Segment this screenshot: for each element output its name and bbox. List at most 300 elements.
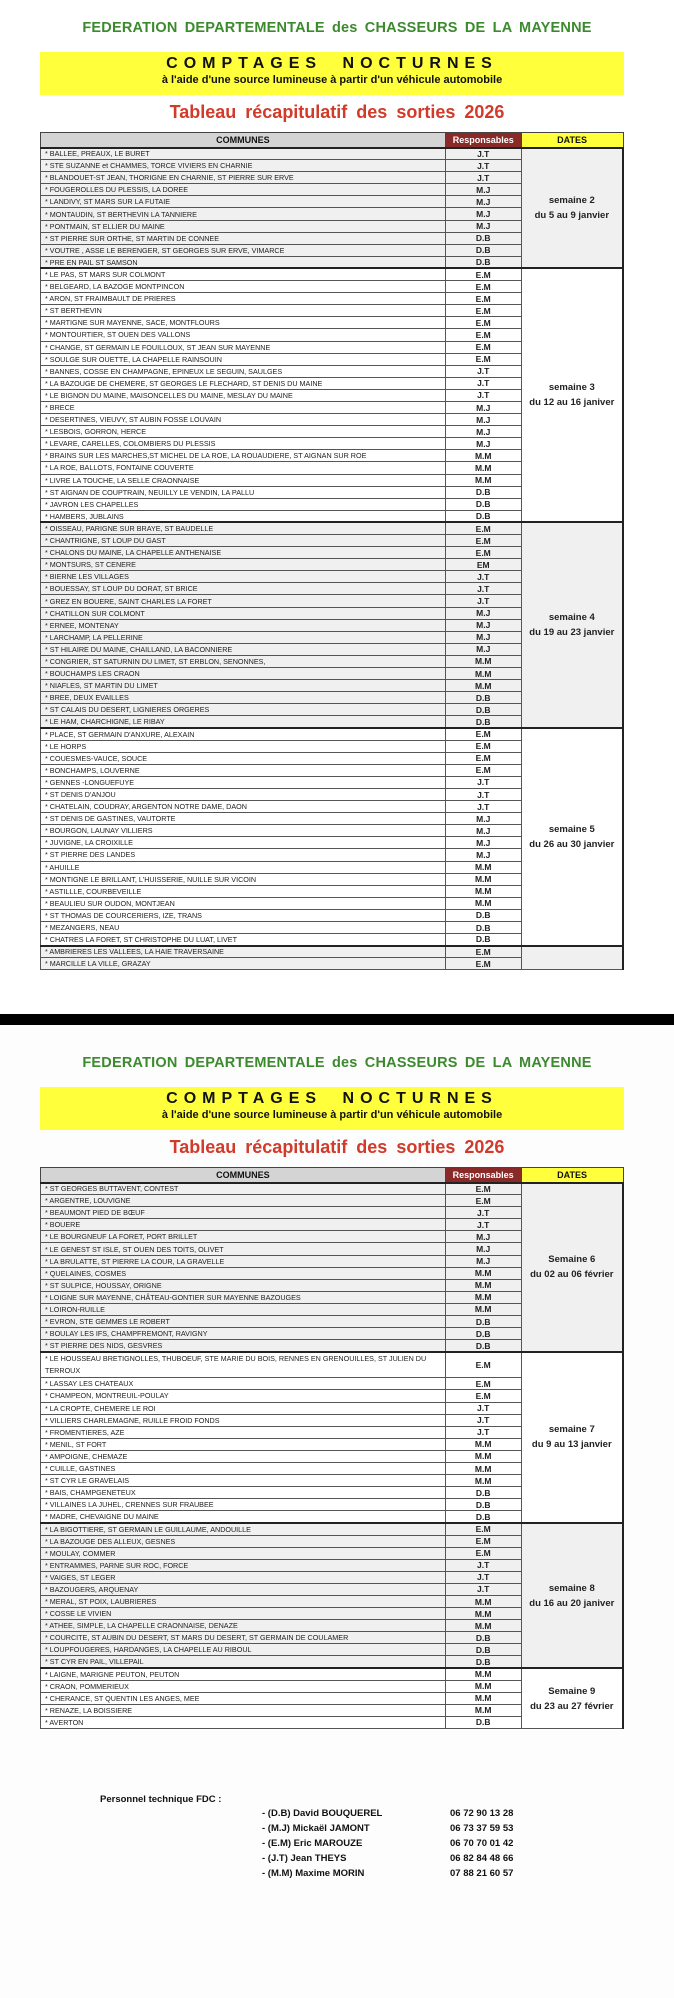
responsable-cell: D.B bbox=[445, 704, 521, 716]
commune-cell: * ENTRAMMES, PARNE SUR ROC, FORCE bbox=[41, 1559, 446, 1571]
responsable-cell: D.B bbox=[445, 1632, 521, 1644]
table-row bbox=[41, 946, 624, 958]
responsable-cell: M.M bbox=[445, 1438, 521, 1450]
federation-title: FEDERATION DEPARTEMENTALE des CHASSEURS DE LA MAYENNE bbox=[82, 20, 592, 36]
commune-cell: * ST AIGNAN DE COUPTRAIN, NEUILLY LE VENDIN, LA PALLU bbox=[41, 486, 446, 498]
commune-cell: * GENNES -LONGUEFUYE bbox=[41, 776, 446, 788]
table-row bbox=[41, 522, 624, 534]
recap-title: Tableau récapitulatif des sorties 2026 bbox=[169, 1137, 505, 1157]
dates-cell bbox=[521, 946, 623, 970]
responsable-cell: D.B bbox=[445, 1487, 521, 1499]
responsable-cell: D.B bbox=[445, 692, 521, 704]
responsable-cell: M.J bbox=[445, 184, 521, 196]
week-label: Semaine 6 bbox=[548, 1254, 596, 1266]
staff-phone: 06 73 37 59 53 bbox=[450, 1823, 514, 1834]
responsable-cell: M.J bbox=[445, 1231, 521, 1243]
commune-cell: * CHATRES LA FORET, ST CHRISTOPHE DU LUAT, LIVET bbox=[41, 934, 446, 946]
date-range: du 19 au 23 janvier bbox=[529, 627, 615, 639]
commune-cell: * ST GEORGES BUTTAVENT, CONTEST bbox=[41, 1183, 446, 1195]
responsable-cell: M.M bbox=[445, 873, 521, 885]
responsable-cell: M.M bbox=[445, 861, 521, 873]
responsable-cell: M.M bbox=[445, 1462, 521, 1474]
responsable-cell: D.B bbox=[445, 1316, 521, 1328]
commune-cell: * SOULGE SUR OUETTE, LA CHAPELLE RAINSOUIN bbox=[41, 353, 446, 365]
responsable-cell: M.M bbox=[445, 680, 521, 692]
responsable-cell: J.T bbox=[445, 389, 521, 401]
responsable-cell: E.M bbox=[445, 353, 521, 365]
responsable-cell: M.M bbox=[445, 1692, 521, 1704]
responsable-cell: D.B bbox=[445, 256, 521, 268]
responsable-cell: J.T bbox=[445, 583, 521, 595]
recap-title: Tableau récapitulatif des sorties 2026 bbox=[169, 102, 505, 122]
commune-cell: * COSSE LE VIVIEN bbox=[41, 1608, 446, 1620]
staff-phone: 06 70 70 01 42 bbox=[450, 1838, 514, 1849]
responsable-cell: M.M bbox=[445, 1620, 521, 1632]
responsable-cell: J.T bbox=[445, 172, 521, 184]
title-banner bbox=[40, 1087, 624, 1130]
commune-cell: * BAZOUGERS, ARQUENAY bbox=[41, 1583, 446, 1595]
responsable-cell: E.M bbox=[445, 305, 521, 317]
commune-cell: * OISSEAU, PARIGNE SUR BRAYE, ST BAUDELLE bbox=[41, 522, 446, 534]
responsable-cell: J.T bbox=[445, 776, 521, 788]
commune-cell: * LOIRON-RUILLE bbox=[41, 1303, 446, 1315]
commune-cell: * ERNEE, MONTENAY bbox=[41, 619, 446, 631]
responsable-cell: E.M bbox=[445, 1523, 521, 1535]
table-row bbox=[41, 1668, 624, 1680]
responsable-cell: E.M bbox=[445, 293, 521, 305]
responsable-cell: M.M bbox=[445, 1303, 521, 1315]
dates-cell bbox=[521, 268, 623, 522]
responsable-cell: D.B bbox=[445, 909, 521, 921]
table-row bbox=[41, 148, 624, 160]
responsable-cell: D.B bbox=[445, 232, 521, 244]
subtitle: à l'aide d'une source lumineuse à partir d'un véhicule automobile bbox=[161, 1109, 503, 1121]
main-title: COMPTAGES NOCTURNES bbox=[166, 1090, 498, 1107]
commune-cell: * ST PIERRE DES LANDES bbox=[41, 849, 446, 861]
commune-cell: * CHATELAIN, COUDRAY, ARGENTON NOTRE DAME, DAON bbox=[41, 801, 446, 813]
commune-cell: * BANNES, COSSE EN CHAMPAGNE, EPINEUX LE SEGUIN, SAULGES bbox=[41, 365, 446, 377]
staff-name: - (J.T) Jean THEYS bbox=[262, 1853, 347, 1864]
commune-cell: * LE GENEST ST ISLE, ST OUEN DES TOITS, OLIVET bbox=[41, 1243, 446, 1255]
responsable-cell: M.J bbox=[445, 438, 521, 450]
responsable-cell: E.M bbox=[445, 341, 521, 353]
staff-list bbox=[262, 1808, 513, 1883]
responsable-cell: J.T bbox=[445, 377, 521, 389]
responsable-cell: D.B bbox=[445, 716, 521, 728]
commune-cell: * MARCILLE LA VILLE, GRAZAY bbox=[41, 958, 446, 970]
commune-cell: * ST HILAIRE DU MAINE, CHAILLAND, LA BACONNIERE bbox=[41, 643, 446, 655]
responsable-cell: E.M bbox=[445, 1378, 521, 1390]
table-row bbox=[41, 1183, 624, 1195]
header-communes: COMMUNES bbox=[41, 1168, 446, 1183]
responsable-cell: E.M bbox=[445, 329, 521, 341]
commune-cell: * CHAMPEON, MONTREUIL-POULAY bbox=[41, 1390, 446, 1402]
commune-cell: * ST DENIS DE GASTINES, VAUTORTE bbox=[41, 813, 446, 825]
responsable-cell: E.M bbox=[445, 317, 521, 329]
staff-phone: 06 72 90 13 28 bbox=[450, 1808, 514, 1819]
responsable-cell: D.B bbox=[445, 244, 521, 256]
responsable-cell: M.J bbox=[445, 825, 521, 837]
week-label: Semaine 9 bbox=[548, 1685, 596, 1697]
commune-cell: * LOUPFOUGERES, HARDANGES, LA CHAPELLE AU RIBOUL bbox=[41, 1644, 446, 1656]
week-group bbox=[41, 148, 624, 269]
week-group bbox=[41, 728, 624, 946]
responsable-cell: M.M bbox=[445, 1450, 521, 1462]
responsable-cell: J.T bbox=[445, 1559, 521, 1571]
commune-cell: * HAMBERS, JUBLAINS bbox=[41, 510, 446, 522]
commune-cell: * LE BIGNON DU MAINE, MAISONCELLES DU MAINE, MESLAY DU MAINE bbox=[41, 389, 446, 401]
responsable-cell: M.J bbox=[445, 414, 521, 426]
responsable-cell: J.T bbox=[445, 595, 521, 607]
week-group bbox=[41, 946, 624, 970]
commune-cell: * BOUESSAY, ST LOUP DU DORAT, ST BRICE bbox=[41, 583, 446, 595]
commune-cell: * LA BIGOTTIERE, ST GERMAIN LE GUILLAUME, ANDOUILLE bbox=[41, 1523, 446, 1535]
commune-cell: * CHANTRIGNE, ST LOUP DU GAST bbox=[41, 535, 446, 547]
responsable-cell: D.B bbox=[445, 510, 521, 522]
responsable-cell: J.T bbox=[445, 571, 521, 583]
commune-cell: * BRAINS SUR LES MARCHES,ST MICHEL DE LA ROE, LA ROUAUDIERE, ST AIGNAN SUR ROE bbox=[41, 450, 446, 462]
week-group bbox=[41, 1523, 624, 1668]
week-label: semaine 5 bbox=[548, 823, 595, 835]
week-label: semaine 7 bbox=[548, 1424, 595, 1436]
commune-cell: * PONTMAIN, ST ELLIER DU MAINE bbox=[41, 220, 446, 232]
staff-name: - (D.B) David BOUQUEREL bbox=[262, 1808, 383, 1819]
staff-label: Personnel technique FDC : bbox=[100, 1794, 222, 1805]
commune-cell: * AMBRIERES LES VALLEES, LA HAIE TRAVERSAINE bbox=[41, 946, 446, 958]
commune-cell: * LASSAY LES CHATEAUX bbox=[41, 1378, 446, 1390]
responsable-cell: E.M bbox=[445, 268, 521, 280]
table-row bbox=[41, 1523, 624, 1535]
date-range: du 12 au 16 janiver bbox=[529, 397, 615, 409]
commune-cell: * CHERANCE, ST QUENTIN LES ANGES, MEE bbox=[41, 1692, 446, 1704]
week-group bbox=[41, 1668, 624, 1728]
commune-cell: * BELGEARD, LA BAZOGE MONTPINCON bbox=[41, 281, 446, 293]
dates-cell bbox=[521, 522, 623, 728]
commune-cell: * LE BOURGNEUF LA FORET, PORT BRILLET bbox=[41, 1231, 446, 1243]
commune-cell: * LA BAZOUGE DES ALLEUX, GESNES bbox=[41, 1535, 446, 1547]
responsable-cell: M.M bbox=[445, 1596, 521, 1608]
week-group bbox=[41, 522, 624, 728]
responsable-cell: M.J bbox=[445, 426, 521, 438]
responsable-cell: E.M bbox=[445, 547, 521, 559]
responsable-cell: M.M bbox=[445, 1668, 521, 1680]
responsable-cell: M.M bbox=[445, 1267, 521, 1279]
commune-cell: * LA BAZOUGE DE CHEMERE, ST GEORGES LE FLECHARD, ST DENIS DU MAINE bbox=[41, 377, 446, 389]
responsable-cell: M.J bbox=[445, 607, 521, 619]
responsable-cell: M.M bbox=[445, 885, 521, 897]
responsable-cell: M.J bbox=[445, 619, 521, 631]
responsable-cell: M.J bbox=[445, 196, 521, 208]
dates-cell bbox=[521, 1523, 623, 1668]
responsable-cell: M.M bbox=[445, 474, 521, 486]
commune-cell: * FOUGEROLLES DU PLESSIS, LA DOREE bbox=[41, 184, 446, 196]
staff-name: - (M.M) Maxime MORIN bbox=[262, 1868, 365, 1879]
commune-cell: * BIERNE LES VILLAGES bbox=[41, 571, 446, 583]
responsable-cell: M.M bbox=[445, 668, 521, 680]
commune-cell: * ST DENIS D'ANJOU bbox=[41, 788, 446, 800]
commune-cell: * JUVIGNE, LA CROIXILLE bbox=[41, 837, 446, 849]
responsable-cell: E.M bbox=[445, 1390, 521, 1402]
responsable-cell: M.J bbox=[445, 1255, 521, 1267]
commune-cell: * BEAUMONT PIED DE BŒUF bbox=[41, 1207, 446, 1219]
commune-cell: * COUESMES-VAUCE, SOUCE bbox=[41, 752, 446, 764]
responsable-cell: E.M bbox=[445, 281, 521, 293]
commune-cell: * ST BERTHEVIN bbox=[41, 305, 446, 317]
dates-cell bbox=[521, 1352, 623, 1523]
staff-member bbox=[262, 1868, 513, 1883]
commune-cell: * LA BRULATTE, ST PIERRE LA COUR, LA GRAVELLE bbox=[41, 1255, 446, 1267]
commune-cell: * ARGENTRE, LOUVIGNE bbox=[41, 1195, 446, 1207]
responsable-cell: D.B bbox=[445, 1340, 521, 1352]
date-range: du 5 au 9 janvier bbox=[534, 209, 610, 221]
table-row bbox=[41, 1352, 624, 1378]
commune-cell: * CHATILLON SUR COLMONT bbox=[41, 607, 446, 619]
responsable-cell: J.T bbox=[445, 1426, 521, 1438]
commune-cell: * VAIGES, ST LEGER bbox=[41, 1571, 446, 1583]
commune-cell: * ST PIERRE DES NIDS, GESVRES bbox=[41, 1340, 446, 1352]
staff-name: - (M.J) Mickaël JAMONT bbox=[262, 1823, 370, 1834]
responsable-cell: M.M bbox=[445, 655, 521, 667]
commune-cell: * NIAFLES, ST MARTIN DU LIMET bbox=[41, 680, 446, 692]
commune-cell: * BEAULIEU SUR OUDON, MONTJEAN bbox=[41, 897, 446, 909]
schedule-table-1 bbox=[40, 132, 624, 970]
commune-cell: * BONCHAMPS, LOUVERNE bbox=[41, 764, 446, 776]
staff-phone: 07 88 21 60 57 bbox=[450, 1868, 514, 1879]
commune-cell: * PLACE, ST GERMAIN D'ANXURE, ALEXAIN bbox=[41, 728, 446, 740]
responsable-cell: M.J bbox=[445, 813, 521, 825]
staff-name: - (E.M) Eric MAROUZE bbox=[262, 1838, 363, 1849]
commune-cell: * LESBOIS, GORRON, HERCE bbox=[41, 426, 446, 438]
header-responsables: Responsables bbox=[445, 1168, 521, 1183]
commune-cell: * VILLIERS CHARLEMAGNE, RUILLE FROID FONDS bbox=[41, 1414, 446, 1426]
dates-cell bbox=[521, 148, 623, 269]
responsable-cell: M.M bbox=[445, 1475, 521, 1487]
commune-cell: * FROMENTIERES, AZE bbox=[41, 1426, 446, 1438]
commune-cell: * JAVRON LES CHAPELLES bbox=[41, 498, 446, 510]
commune-cell: * EVRON, STE GEMMES LE ROBERT bbox=[41, 1316, 446, 1328]
table-row bbox=[41, 728, 624, 740]
commune-cell: * RENAZE, LA BOISSIERE bbox=[41, 1704, 446, 1716]
responsable-cell: J.T bbox=[445, 1402, 521, 1414]
week-group bbox=[41, 268, 624, 522]
commune-cell: * CUILLE, GASTINES bbox=[41, 1462, 446, 1474]
commune-cell: * CHALONS DU MAINE, LA CHAPELLE ANTHENAISE bbox=[41, 547, 446, 559]
responsable-cell: D.B bbox=[445, 922, 521, 934]
commune-cell: * ST THOMAS DE COURCERIERS, IZE, TRANS bbox=[41, 909, 446, 921]
responsable-cell: M.M bbox=[445, 1291, 521, 1303]
staff-member bbox=[262, 1853, 513, 1868]
commune-cell: * LIVRE LA TOUCHE, LA SELLE CRAONNAISE bbox=[41, 474, 446, 486]
commune-cell: * MONTSURS, ST CENERE bbox=[41, 559, 446, 571]
responsable-cell: D.B bbox=[445, 498, 521, 510]
commune-cell: * CHANGE, ST GERMAIN LE FOUILLOUX, ST JEAN SUR MAYENNE bbox=[41, 341, 446, 353]
header-communes: COMMUNES bbox=[41, 133, 446, 148]
responsable-cell: E.M bbox=[445, 1535, 521, 1547]
commune-cell: * ST SULPICE, HOUSSAY, ORIGNE bbox=[41, 1279, 446, 1291]
responsable-cell: M.J bbox=[445, 401, 521, 413]
responsable-cell: M.M bbox=[445, 450, 521, 462]
commune-cell: * LA ROE, BALLOTS, FONTAINE COUVERTE bbox=[41, 462, 446, 474]
staff-member bbox=[262, 1823, 513, 1838]
responsable-cell: M.J bbox=[445, 220, 521, 232]
commune-cell: * LANDIVY, ST MARS SUR LA FUTAIE bbox=[41, 196, 446, 208]
responsable-cell: J.T bbox=[445, 1207, 521, 1219]
commune-cell: * AHUILLE bbox=[41, 861, 446, 873]
commune-cell: * AVERTON bbox=[41, 1716, 446, 1728]
week-group bbox=[41, 1352, 624, 1523]
commune-cell: * BOULAY LES IFS, CHAMPFREMONT, RAVIGNY bbox=[41, 1328, 446, 1340]
commune-cell: * BALLEE, PREAUX, LE BURET bbox=[41, 148, 446, 160]
commune-cell: * MENIL, ST FORT bbox=[41, 1438, 446, 1450]
responsable-cell: D.B bbox=[445, 1716, 521, 1728]
date-range: du 16 au 20 janiver bbox=[529, 1597, 615, 1609]
commune-cell: * LEVARE, CARELLES, COLOMBIERS DU PLESSIS bbox=[41, 438, 446, 450]
commune-cell: * DESERTINES, VIEUVY, ST AUBIN FOSSE LOUVAIN bbox=[41, 414, 446, 426]
week-label: semaine 2 bbox=[548, 194, 595, 206]
staff-phone: 06 82 84 48 66 bbox=[450, 1853, 514, 1864]
header-responsables: Responsables bbox=[445, 133, 521, 148]
commune-cell: * MADRE, CHEVAIGNE DU MAINE bbox=[41, 1511, 446, 1523]
commune-cell: * AMPOIGNE, CHEMAZE bbox=[41, 1450, 446, 1462]
date-range: du 9 au 13 janvier bbox=[531, 1439, 612, 1451]
commune-cell: * BREE, DEUX EVAILLES bbox=[41, 692, 446, 704]
commune-cell: * MONTAUDIN, ST BERTHEVIN LA TANNIERE bbox=[41, 208, 446, 220]
schedule-table-2 bbox=[40, 1167, 624, 1729]
subtitle: à l'aide d'une source lumineuse à partir d'un véhicule automobile bbox=[161, 74, 503, 86]
responsable-cell: E.M bbox=[445, 764, 521, 776]
responsable-cell: M.M bbox=[445, 1680, 521, 1692]
responsable-cell: J.T bbox=[445, 365, 521, 377]
responsable-cell: M.M bbox=[445, 1279, 521, 1291]
commune-cell: * BOUCHAMPS LES CRAON bbox=[41, 668, 446, 680]
week-label: semaine 4 bbox=[548, 612, 595, 624]
dates-cell bbox=[521, 728, 623, 946]
commune-cell: * LE HOUSSEAU BRETIGNOLLES, THUBOEUF, STE MARIE DU BOIS, RENNES EN GRENOUILLES, ST JULIEN DU TERROUX bbox=[41, 1352, 446, 1378]
responsable-cell: D.B bbox=[445, 1644, 521, 1656]
main-title: COMPTAGES NOCTURNES bbox=[166, 55, 498, 72]
commune-cell: * PRE EN PAIL ST SAMSON bbox=[41, 256, 446, 268]
responsable-cell: J.T bbox=[445, 160, 521, 172]
commune-cell: * ASTILLLE, COURBEVEILLE bbox=[41, 885, 446, 897]
responsable-cell: D.B bbox=[445, 934, 521, 946]
commune-cell: * MONTOURTIER, ST OUEN DES VALLONS bbox=[41, 329, 446, 341]
responsable-cell: M.J bbox=[445, 208, 521, 220]
responsable-cell: M.J bbox=[445, 849, 521, 861]
commune-cell: * GREZ EN BOUERE, SAINT CHARLES LA FORET bbox=[41, 595, 446, 607]
responsable-cell: M.J bbox=[445, 1243, 521, 1255]
commune-cell: * MONTIGNE LE BRILLANT, L'HUISSERIE, NUILLE SUR VICOIN bbox=[41, 873, 446, 885]
commune-cell: * LA CROPTE, CHEMERE LE ROI bbox=[41, 1402, 446, 1414]
page-separator bbox=[0, 1014, 674, 1025]
responsable-cell: J.T bbox=[445, 1414, 521, 1426]
commune-cell: * MERAL, ST POIX, LAUBRIERES bbox=[41, 1596, 446, 1608]
responsable-cell: J.T bbox=[445, 801, 521, 813]
responsable-cell: E.M bbox=[445, 752, 521, 764]
responsable-cell: E.M bbox=[445, 1195, 521, 1207]
responsable-cell: J.T bbox=[445, 788, 521, 800]
commune-cell: * BAIS, CHAMPGENETEUX bbox=[41, 1487, 446, 1499]
commune-cell: * ST CALAIS DU DESERT, LIGNIERES ORGERES bbox=[41, 704, 446, 716]
commune-cell: * ARON, ST FRAIMBAULT DE PRIERES bbox=[41, 293, 446, 305]
commune-cell: * MEZANGERS, NEAU bbox=[41, 922, 446, 934]
commune-cell: * BOUERE bbox=[41, 1219, 446, 1231]
commune-cell: * MARTIGNE SUR MAYENNE, SACE, MONTFLOURS bbox=[41, 317, 446, 329]
table-row bbox=[41, 268, 624, 280]
responsable-cell: D.B bbox=[445, 486, 521, 498]
commune-cell: * QUELAINES, COSMES bbox=[41, 1267, 446, 1279]
responsable-cell: E.M bbox=[445, 1547, 521, 1559]
responsable-cell: E.M bbox=[445, 535, 521, 547]
responsable-cell: E.M bbox=[445, 740, 521, 752]
week-label: semaine 3 bbox=[548, 382, 595, 394]
commune-cell: * CRAON, POMMERIEUX bbox=[41, 1680, 446, 1692]
responsable-cell: D.B bbox=[445, 1328, 521, 1340]
responsable-cell: E.M bbox=[445, 522, 521, 534]
responsable-cell: M.J bbox=[445, 631, 521, 643]
commune-cell: * LE PAS, ST MARS SUR COLMONT bbox=[41, 268, 446, 280]
week-group bbox=[41, 1183, 624, 1352]
responsable-cell: D.B bbox=[445, 1511, 521, 1523]
responsable-cell: E.M bbox=[445, 1183, 521, 1195]
commune-cell: * ST CYR LE GRAVELAIS bbox=[41, 1475, 446, 1487]
commune-cell: * ATHEE, SIMPLE, LA CHAPELLE CRAONNAISE, DENAZE bbox=[41, 1620, 446, 1632]
responsable-cell: J.T bbox=[445, 1583, 521, 1595]
date-range: du 26 au 30 janvier bbox=[529, 838, 615, 850]
date-range: du 02 au 06 février bbox=[530, 1269, 614, 1281]
commune-cell: * BRECE bbox=[41, 401, 446, 413]
commune-cell: * ST PIERRE SUR ORTHE, ST MARTIN DE CONNEE bbox=[41, 232, 446, 244]
commune-cell: * CONGRIER, ST SATURNIN DU LIMET, ST ERBLON, SENONNES, bbox=[41, 655, 446, 667]
commune-cell: * COURCITE, ST AUBIN DU DESERT, ST MARS DU DESERT, ST GERMAIN DE COULAMER bbox=[41, 1632, 446, 1644]
commune-cell: * VILLAINES LA JUHEL, CRENNES SUR FRAUBEE bbox=[41, 1499, 446, 1511]
responsable-cell: D.B bbox=[445, 1499, 521, 1511]
title-banner bbox=[40, 52, 624, 95]
responsable-cell: E.M bbox=[445, 946, 521, 958]
header-dates: DATES bbox=[521, 1168, 623, 1183]
responsable-cell: M.J bbox=[445, 837, 521, 849]
commune-cell: * ST CYR EN PAIL, VILLEPAIL bbox=[41, 1656, 446, 1668]
commune-cell: * STE SUZANNE et CHAMMES, TORCE VIVIERS EN CHARNIE bbox=[41, 160, 446, 172]
responsable-cell: E.M bbox=[445, 728, 521, 740]
responsable-cell: J.T bbox=[445, 148, 521, 160]
responsable-cell: D.B bbox=[445, 1656, 521, 1668]
commune-cell: * LARCHAMP, LA PELLERINE bbox=[41, 631, 446, 643]
responsable-cell: M.M bbox=[445, 462, 521, 474]
responsable-cell: J.T bbox=[445, 1219, 521, 1231]
responsable-cell: M.M bbox=[445, 1608, 521, 1620]
responsable-cell: M.M bbox=[445, 897, 521, 909]
dates-cell bbox=[521, 1183, 623, 1352]
commune-cell: * LAIGNE, MARIGNE PEUTON, PEUTON bbox=[41, 1668, 446, 1680]
staff-member bbox=[262, 1808, 513, 1823]
week-label: semaine 8 bbox=[548, 1582, 595, 1594]
responsable-cell: EM bbox=[445, 559, 521, 571]
commune-cell: * LE HORPS bbox=[41, 740, 446, 752]
date-range: du 23 au 27 février bbox=[530, 1700, 614, 1712]
commune-cell: * LE HAM, CHARCHIGNE, LE RIBAY bbox=[41, 716, 446, 728]
commune-cell: * VOUTRE , ASSE LE BERENGER, ST GEORGES SUR ERVE, VIMARCE bbox=[41, 244, 446, 256]
federation-title: FEDERATION DEPARTEMENTALE des CHASSEURS DE LA MAYENNE bbox=[82, 1055, 592, 1071]
staff-member bbox=[262, 1838, 513, 1853]
responsable-cell: E.M bbox=[445, 1352, 521, 1378]
header-dates: DATES bbox=[521, 133, 623, 148]
commune-cell: * MOULAY, COMMER bbox=[41, 1547, 446, 1559]
commune-cell: * BOURGON, LAUNAY VILLIERS bbox=[41, 825, 446, 837]
commune-cell: * LOIGNE SUR MAYENNE, CHÂTEAU-GONTIER SUR MAYENNE BAZOUGES bbox=[41, 1291, 446, 1303]
responsable-cell: M.M bbox=[445, 1704, 521, 1716]
dates-cell bbox=[521, 1668, 623, 1728]
responsable-cell: J.T bbox=[445, 1571, 521, 1583]
